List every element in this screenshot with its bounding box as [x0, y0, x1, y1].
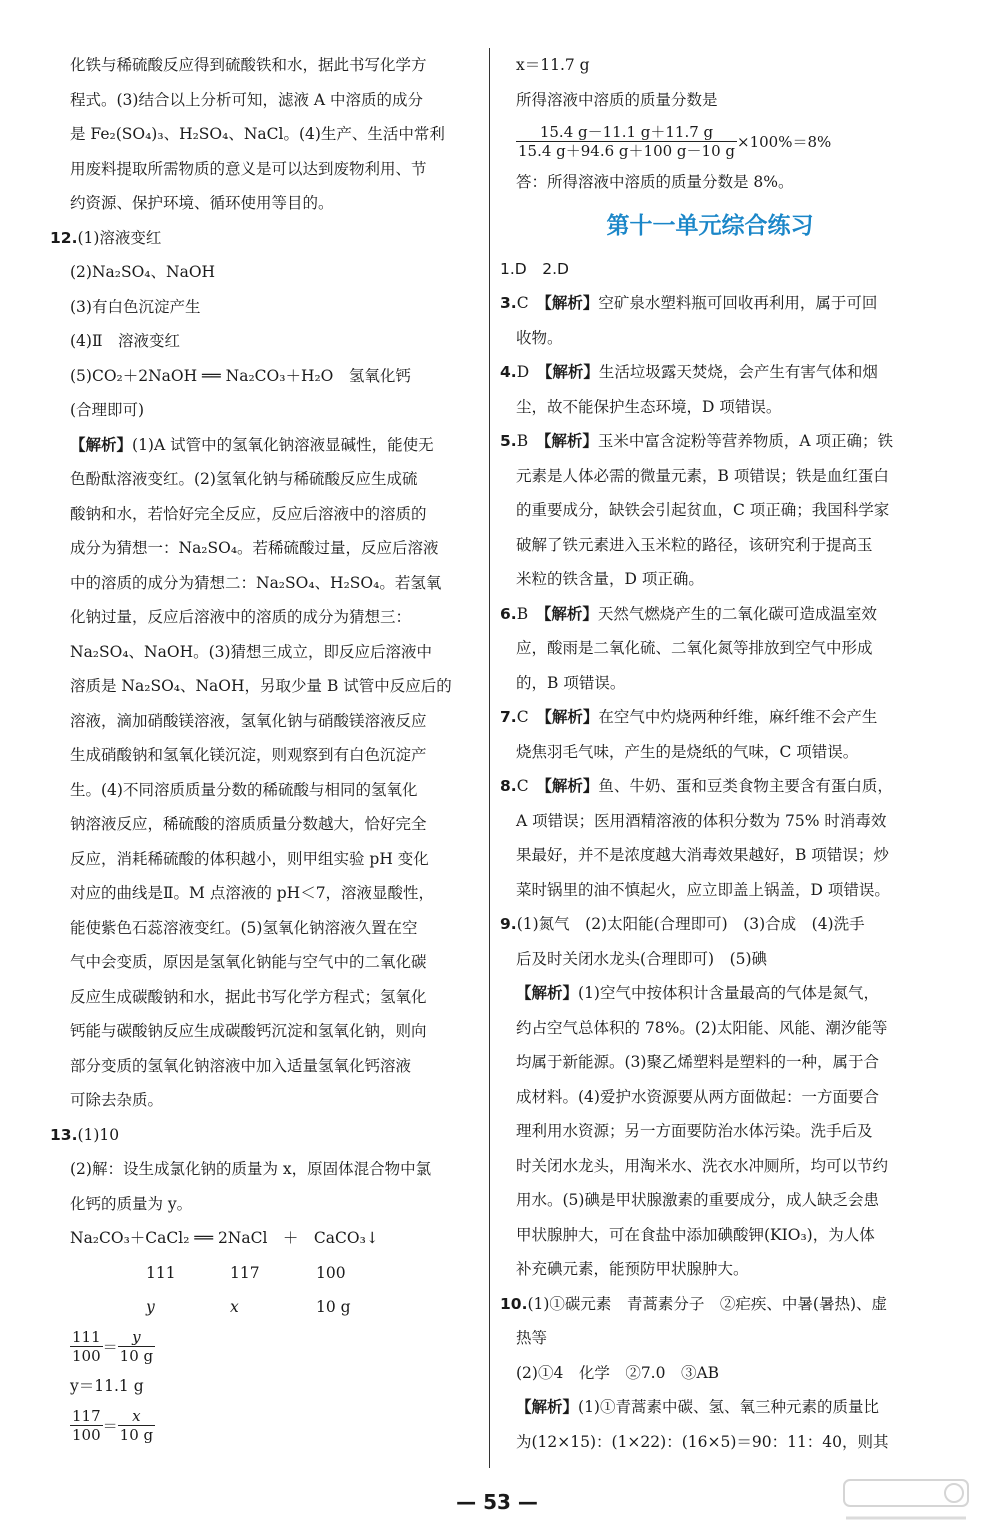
question-12 — [50, 221, 474, 256]
question-10 — [500, 1287, 920, 1322]
left-column — [50, 48, 474, 1447]
denominator: 100 — [72, 1425, 101, 1444]
mass-value: 10 g — [316, 1298, 351, 1316]
question-number: 9. — [500, 915, 517, 933]
fraction — [118, 1407, 155, 1444]
analysis-line — [500, 1390, 920, 1425]
analysis-line — [500, 976, 920, 1011]
denominator: 10 g — [119, 1347, 154, 1365]
molar-mass: 111 — [146, 1263, 176, 1282]
percent-result: ×100%＝8% — [737, 132, 832, 151]
analysis-text: 在空气中灼烧两种纤维，麻纤维不会产生 — [598, 708, 878, 726]
mass-fraction-calc — [500, 117, 920, 165]
question-4 — [500, 355, 920, 390]
analysis-line: 甲状腺肿大，可在食盐中添加碘酸钾(KIO₃)，为人体 — [516, 1225, 875, 1244]
answer-line: (4)Ⅱ 溶液变红 — [70, 332, 180, 350]
answer-line: 热等 — [516, 1329, 548, 1347]
equals-sign: ＝ — [102, 1416, 118, 1435]
chemical-equation: Na₂CO₃＋CaCl₂ ══ 2NaCl ＋ CaCO₃↓ — [70, 1229, 379, 1247]
analysis-line — [70, 428, 474, 463]
analysis-line: 菜时锅里的油不慎起火，应立即盖上锅盖，D 项错误。 — [516, 880, 890, 899]
answer-line: (3)有白色沉淀产生 — [70, 297, 201, 316]
molar-mass: 100 — [316, 1263, 346, 1282]
fraction — [70, 1328, 103, 1365]
analysis-line: 补充碘元素，能预防甲状腺肿大。 — [516, 1260, 749, 1278]
analysis-line: 的重要成分，缺铁会引起贫血，C 项正确；我国科学家 — [516, 501, 890, 519]
analysis-line: 对应的曲线是Ⅱ。M 点溶液的 pH＜7，溶液显酸性， — [70, 884, 435, 902]
analysis-tag: 【解析】 — [516, 1397, 579, 1416]
analysis-line: 能使紫色石蕊溶液变红。(5)氢氧化钠溶液久置在空 — [70, 918, 418, 937]
variable: x — [230, 1298, 239, 1316]
analysis-line: 气中会变质，原因是氢氧化钠能与空气中的二氧化碳 — [70, 953, 427, 971]
question-number: 5. — [500, 432, 517, 450]
analysis-line: 成分为猜想一：Na₂SO₄。若稀硫酸过量，反应后溶液 — [70, 539, 439, 557]
analysis-line: 烧焦羽毛气味，产生的是烧纸的气味，C 项错误。 — [516, 742, 859, 761]
analysis-tag: 【解析】 — [516, 983, 579, 1002]
analysis-line: 用水。(5)碘是甲状腺激素的重要成分，成人缺乏会患 — [516, 1191, 879, 1209]
numerator: 111 — [72, 1328, 101, 1346]
analysis-text: 生活垃圾露天焚烧，会产生有害气体和烟 — [598, 363, 878, 381]
fraction — [516, 123, 737, 160]
analysis-line: 尘，故不能保护生态环境，D 项错误。 — [516, 397, 782, 416]
answer-line: 1.D 2.D — [500, 259, 569, 278]
fraction — [118, 1328, 155, 1365]
analysis-line: 约占空气总体积的 78%。(2)太阳能、风能、潮汐能等 — [516, 1018, 888, 1037]
equals-sign: ＝ — [102, 1338, 118, 1356]
question-number: 12. — [50, 228, 78, 247]
analysis-text: 玉米中富含淀粉等营养物质，A 项正确；铁 — [597, 432, 893, 450]
question-number: 4. — [500, 363, 517, 381]
analysis-line: 成材料。(4)爱护水资源要从两方面做起：一方面要合 — [516, 1087, 879, 1106]
page-number: — 53 — — [456, 1490, 538, 1514]
analysis-line: 元素是人体必需的微量元素，B 项错误；铁是血红蛋白 — [516, 466, 889, 485]
variable-row — [70, 1290, 474, 1325]
analysis-line: 的，B 项错误。 — [516, 673, 626, 692]
analysis-line: 可除去杂质。 — [70, 1091, 164, 1109]
text-line: 约资源、保护环境、循环使用等目的。 — [70, 194, 334, 212]
analysis-text: 鱼、牛奶、蛋和豆类食物主要含有蛋白质， — [598, 777, 893, 795]
variable: y — [146, 1298, 155, 1316]
answer-line: (1)溶液变红 — [77, 228, 162, 247]
denominator: 100 — [72, 1347, 101, 1365]
answer-line: 后及时关闭水龙头(合理即可) (5)碘 — [516, 949, 768, 968]
text-line: 所得溶液中溶质的质量分数是 — [516, 90, 718, 109]
question-number: 3. — [500, 294, 517, 312]
denominator: 10 g — [119, 1425, 154, 1444]
proportion-1 — [70, 1325, 474, 1369]
molar-mass-row — [70, 1256, 474, 1291]
question-number: 6. — [500, 604, 517, 623]
analysis-line: 反应生成碳酸钠和水，据此书写化学方程式；氢氧化 — [70, 987, 427, 1006]
analysis-line: 时关闭水龙头，用淘米水、洗衣水冲厕所，均可以节约 — [516, 1156, 889, 1175]
analysis-line: Na₂SO₄、NaOH。(3)猜想三成立，即反应后溶液中 — [70, 642, 433, 661]
answer-text: (1)①碳元素 青蒿素分子 ②疟疾、中暑(暑热)、虚 — [527, 1294, 888, 1313]
question-8 — [500, 769, 920, 804]
text-line: 是 Fe₂(SO₄)₃、H₂SO₄、NaCl。(4)生产、生活中常利 — [70, 125, 445, 143]
question-3 — [500, 286, 920, 321]
analysis-tag: 【解析】 — [70, 434, 133, 454]
analysis-text: (1)空气中按体积计含量最高的气体是氮气， — [578, 984, 879, 1002]
numerator: 15.4 g－11.1 g＋11.7 g — [516, 123, 737, 142]
answer-line: 答：所得溶液中溶质的质量分数是 8%。 — [516, 173, 794, 191]
analysis-line: 果最好，并不是浓度越大消毒效果越好，B 项错误；炒 — [516, 846, 889, 864]
analysis-tag: 【解析】 — [544, 707, 599, 726]
right-column — [500, 48, 920, 1459]
analysis-line: 溶质是 Na₂SO₄、NaOH，另取少量 B 试管中反应后的 — [70, 677, 452, 695]
choice: C — [516, 777, 529, 795]
question-number: 13. — [50, 1125, 78, 1144]
question-number: 10. — [500, 1294, 528, 1313]
analysis-line: 生成硝酸钠和氢氧化镁沉淀，则观察到有白色沉淀产 — [70, 746, 427, 764]
numerator: 117 — [72, 1406, 101, 1425]
molar-mass: 117 — [230, 1263, 260, 1282]
analysis-line: 中的溶质的成分为猜想二：Na₂SO₄、H₂SO₄。若氢氧 — [70, 573, 442, 592]
analysis-line: 部分变质的氢氧化钠溶液中加入适量氢氧化钙溶液 — [70, 1056, 412, 1075]
analysis-line: 反应，消耗稀硫酸的体积越小，则甲组实验 pH 变化 — [70, 849, 429, 868]
analysis-text: 空矿泉水塑料瓶可回收再利用，属于可回 — [598, 294, 878, 312]
answer-line: (合理即可) — [70, 401, 145, 419]
analysis-tag: 【解析】 — [544, 776, 599, 795]
analysis-line: 钙能与碳酸钠反应生成碳酸钙沉淀和氢氧化钠，则向 — [70, 1022, 427, 1040]
choice: D — [516, 363, 530, 381]
answer-line: (2)①4 化学 ②7.0 ③AB — [516, 1363, 720, 1382]
denominator: 15.4 g＋94.6 g＋100 g－10 g — [518, 141, 735, 160]
analysis-tag: 【解析】 — [544, 362, 599, 381]
answer-line: (5)CO₂＋2NaOH ══ Na₂CO₃＋H₂O 氢氧化钙 — [70, 366, 411, 385]
question-number: 7. — [500, 708, 517, 726]
analysis-line: 米粒的铁含量，D 项正确。 — [516, 570, 704, 588]
watermark-logo — [836, 1478, 976, 1528]
question-5 — [500, 424, 920, 459]
analysis-text: (1)①青蒿素中碳、氢、氧三种元素的质量比 — [578, 1398, 879, 1416]
section-heading: 第十一单元综合练习 — [606, 212, 814, 239]
question-13 — [50, 1118, 474, 1153]
question-7 — [500, 700, 920, 735]
numerator: x — [118, 1407, 155, 1426]
analysis-text: (1)A 试管中的氢氧化钠溶液显碱性，能使无 — [132, 435, 434, 454]
analysis-line: 酸钠和水，若恰好完全反应，反应后溶液中的溶质的 — [70, 504, 427, 523]
answer-text: (1)氮气 (2)太阳能(合理即可) (3)合成 (4)洗手 — [516, 915, 865, 933]
analysis-line: 应，酸雨是二氧化硫、二氧化氮等排放到空气中形成 — [516, 639, 873, 657]
choice: B — [516, 432, 529, 450]
choice: C — [516, 708, 529, 726]
analysis-line: 化钠过量，反应后溶液中的溶质的成分为猜想三： — [70, 608, 412, 626]
analysis-line: 为(12×15)：(1×22)：(16×5)＝90：11：40，则其 — [516, 1432, 889, 1451]
analysis-line: 收物。 — [516, 328, 563, 347]
text-line: 化铁与稀硫酸反应得到硫酸铁和水，据此书写化学方 — [70, 56, 427, 74]
analysis-line: 均属于新能源。(3)聚乙烯塑料是塑料的一种，属于合 — [516, 1053, 879, 1071]
answer-line: (1)10 — [77, 1125, 120, 1144]
result-line: x＝11.7 g — [516, 56, 590, 74]
analysis-tag: 【解析】 — [544, 293, 599, 312]
text-line: 程式。(3)结合以上分析可知，滤液 A 中溶质的成分 — [70, 90, 424, 109]
question-number: 8. — [500, 777, 517, 795]
analysis-line: 生。(4)不同溶质质量分数的稀硫酸与相同的氢氧化 — [70, 780, 418, 799]
analysis-tag: 【解析】 — [543, 603, 598, 623]
result-line: y＝11.1 g — [70, 1376, 144, 1395]
analysis-line: 色酚酞溶液变红。(2)氢氧化钠与稀硫酸反应生成硫 — [70, 470, 418, 488]
question-6 — [500, 597, 920, 632]
answer-line: (2)解：设生成氯化钠的质量为 x，原固体混合物中氯 — [70, 1160, 432, 1178]
fraction — [70, 1407, 103, 1444]
analysis-text: 天然气燃烧产生的二氧化碳可造成温室效 — [597, 604, 877, 623]
answer-line: (2)Na₂SO₄、NaOH — [70, 263, 216, 281]
column-divider — [489, 48, 490, 1468]
analysis-line: 钠溶液反应，稀硫酸的溶质质量分数越大，恰好完全 — [70, 815, 427, 833]
proportion-2 — [70, 1403, 474, 1447]
analysis-line: A 项错误；医用酒精溶液的体积分数为 75% 时消毒效 — [516, 811, 887, 830]
numerator: y — [118, 1328, 155, 1347]
answer-line: 化钙的质量为 y。 — [70, 1194, 193, 1213]
analysis-tag: 【解析】 — [543, 431, 598, 450]
text-line: 用废料提取所需物质的意义是可以达到废物利用、节 — [70, 159, 427, 178]
analysis-line: 理利用水资源；另一方面要防治水体污染。洗手后及 — [516, 1122, 873, 1140]
question-9 — [500, 907, 920, 942]
analysis-line: 溶液，滴加硝酸镁溶液，氢氧化钠与硝酸镁溶液反应 — [70, 711, 427, 730]
choice: B — [516, 604, 529, 623]
choice: C — [516, 294, 529, 312]
analysis-line: 破解了铁元素进入玉米粒的路径，该研究利于提高玉 — [516, 535, 873, 554]
